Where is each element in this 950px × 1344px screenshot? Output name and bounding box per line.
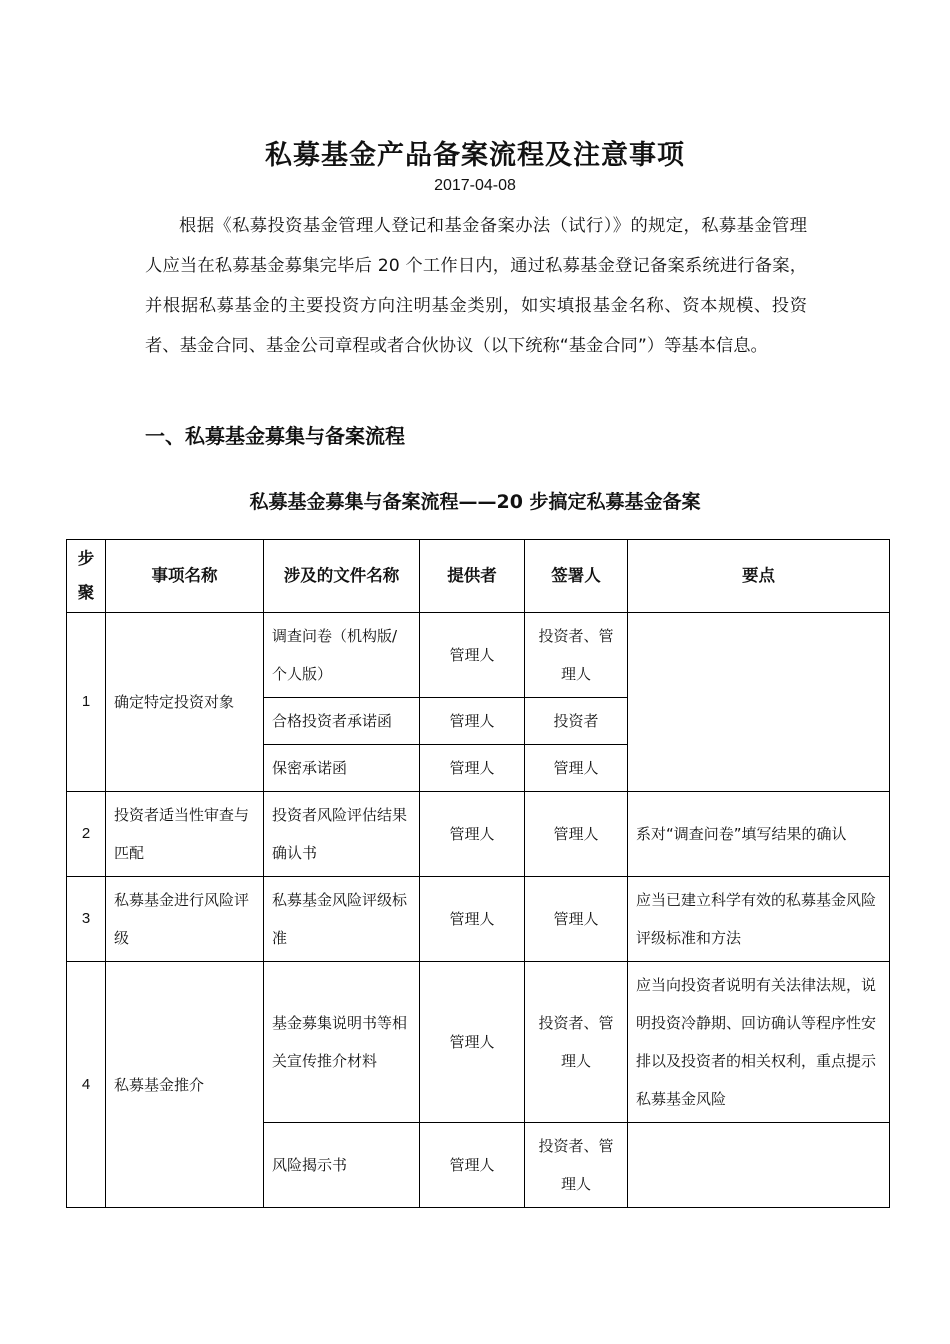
item-cell: 私募基金进行风险评级 [106, 877, 264, 962]
header-signer: 签署人 [525, 540, 628, 613]
file-cell: 基金募集说明书等相关宣传推介材料 [264, 962, 420, 1123]
file-cell: 保密承诺函 [264, 745, 420, 792]
points-cell [628, 613, 890, 792]
provider-cell: 管理人 [420, 745, 525, 792]
item-cell: 私募基金推介 [106, 962, 264, 1208]
signer-cell: 管理人 [525, 745, 628, 792]
file-cell: 调查问卷（机构版/个人版） [264, 613, 420, 698]
header-files: 涉及的文件名称 [264, 540, 420, 613]
intro-paragraph: 根据《私募投资基金管理人登记和基金备案办法（试行）》的规定，私募基金管理人应当在私募基金募集完毕后 20 个工作日内，通过私募基金登记备案系统进行备案，并根据私募基金的主要投资方向注明基金类别，如实填报基金名称、资本规模、投资者、基金合同、基金公司章程或者合伙协议（以下统称“基金合同”）等基本信息。 [145, 216, 807, 356]
signer-cell: 投资者、管理人 [525, 1123, 628, 1208]
provider-cell: 管理人 [420, 962, 525, 1123]
table-row [67, 877, 890, 962]
table-row [67, 613, 890, 698]
points-cell: 应当向投资者说明有关法律法规，说明投资冷静期、回访确认等程序性安排以及投资者的相关权利，重点提示私募基金风险 [628, 962, 890, 1123]
header-provider: 提供者 [420, 540, 525, 613]
section-heading: 一、私募基金募集与备案流程 [145, 424, 405, 448]
step-cell: 2 [67, 792, 106, 877]
document-date: 2017-04-08 [434, 177, 516, 194]
signer-cell: 投资者、管理人 [525, 962, 628, 1123]
provider-cell: 管理人 [420, 1123, 525, 1208]
step-cell: 1 [67, 613, 106, 792]
step-cell: 3 [67, 877, 106, 962]
document-title: 私募基金产品备案流程及注意事项 [265, 140, 685, 171]
header-item: 事项名称 [106, 540, 264, 613]
signer-cell: 投资者、管理人 [525, 613, 628, 698]
filing-process-table [66, 539, 890, 1208]
header-step: 步聚 [67, 540, 106, 613]
header-points: 要点 [628, 540, 890, 613]
file-cell: 投资者风险评估结果确认书 [264, 792, 420, 877]
points-cell [628, 1123, 890, 1208]
item-cell: 投资者适当性审查与匹配 [106, 792, 264, 877]
provider-cell: 管理人 [420, 877, 525, 962]
table-row [67, 792, 890, 877]
signer-cell: 管理人 [525, 792, 628, 877]
file-cell: 合格投资者承诺函 [264, 698, 420, 745]
signer-cell: 管理人 [525, 877, 628, 962]
signer-cell: 投资者 [525, 698, 628, 745]
provider-cell: 管理人 [420, 792, 525, 877]
points-cell: 应当已建立科学有效的私募基金风险评级标准和方法 [628, 877, 890, 962]
table-header-row [67, 540, 890, 613]
table-row [67, 962, 890, 1123]
item-cell: 确定特定投资对象 [106, 613, 264, 792]
provider-cell: 管理人 [420, 613, 525, 698]
provider-cell: 管理人 [420, 698, 525, 745]
table-title: 私募基金募集与备案流程——20 步搞定私募基金备案 [249, 491, 701, 513]
step-cell: 4 [67, 962, 106, 1208]
points-cell: 系对“调查问卷”填写结果的确认 [628, 792, 890, 877]
file-cell: 私募基金风险评级标准 [264, 877, 420, 962]
file-cell: 风险揭示书 [264, 1123, 420, 1208]
